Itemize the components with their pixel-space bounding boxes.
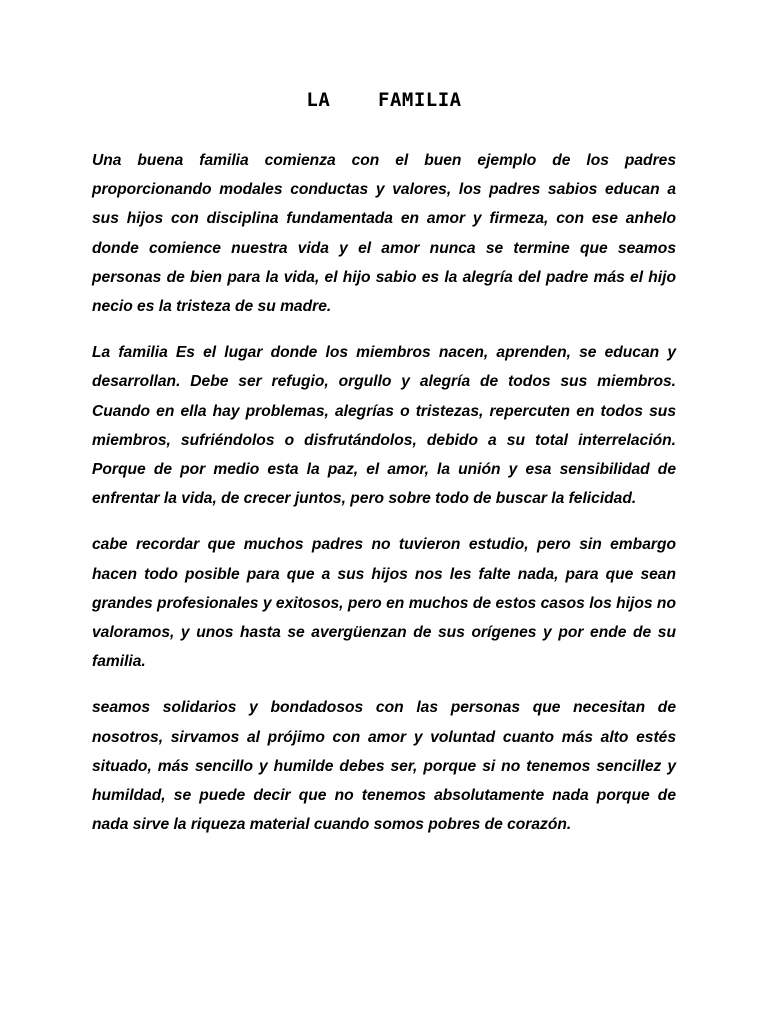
document-title: LA FAMILIA [306,89,462,111]
paragraph-4: seamos solidarios y bondadosos con las personas que necesitan de nosotros, sirvamos al prójimo con amor y voluntad cuanto más alto estés situado, más sencillo y humilde debes ser, porque si no tenemos sencillez y humildad, se puede decir que no tenemos absolutamente nada porque de nada sirve la riqueza material cuando somos pobres de corazón. [92,699,676,834]
paragraph-2: La familia Es el lugar donde los miembros nacen, aprenden, se educan y desarrollan. Debe ser refugio, orgullo y alegría de todos sus miembros. Cuando en ella hay problemas, alegrías o tristezas, repercuten en todos sus miembros, sufriéndolos o disfrutándolos, debido a su total interrelación. Porque de por medio esta la paz, el amor, la unión y esa sensibilidad de enfrentar la vida, de crecer juntos, pero sobre todo de buscar la felicidad. [92,344,676,508]
paragraph-3: cabe recordar que muchos padres no tuvieron estudio, pero sin embargo hacen todo posible para que a sus hijos nos les falte nada, para que sean grandes profesionales y exitosos, pero en muchos de estos casos los hijos no valoramos, y unos hasta se avergüenzan de sus orígenes y por ende de su familia. [92,536,676,671]
document-body [92,146,676,856]
paragraph-1: Una buena familia comienza con el buen ejemplo de los padres proporcionando modales conductas y valores, los padres sabios educan a sus hijos con disciplina fundamentada en amor y firmeza, con ese anhelo donde comience nuestra vida y el amor nunca se termine que seamos personas de bien para la vida, el hijo sabio es la alegría del padre más el hijo necio es la tristeza de su madre. [92,152,676,316]
